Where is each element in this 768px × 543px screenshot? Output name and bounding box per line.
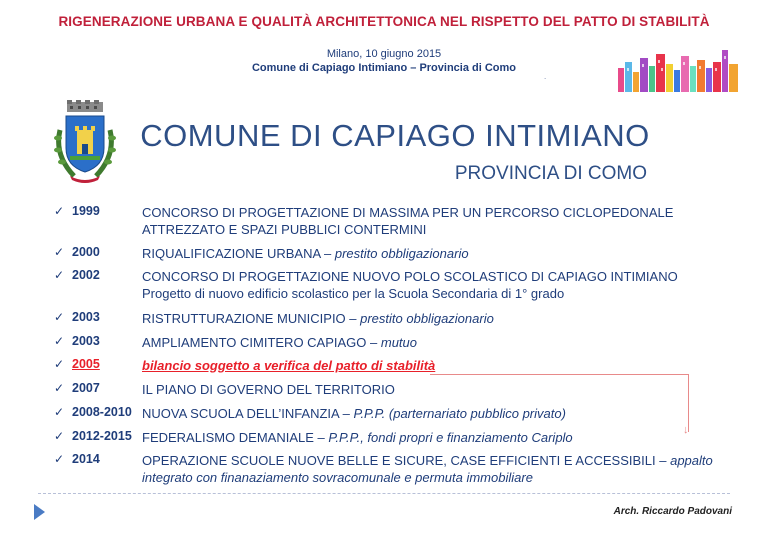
item-description <box>142 268 702 302</box>
checkmark-icon: ✓ <box>54 204 65 218</box>
item-text: NUOVA SCUOLA DELL’INFANZIA – <box>142 406 354 421</box>
item-line: CONCORSO DI PROGETTAZIONE DI MASSIMA PER UN PERCORSO CICLOPEDONALE <box>142 205 674 220</box>
checkmark-icon: ✓ <box>54 357 65 371</box>
province-title: PROVINCIA DI COMO <box>454 163 647 184</box>
item-text: AMPLIAMENTO CIMITERO CAPIAGO – <box>142 335 381 350</box>
date-line: Milano, 10 giugno 2015 <box>326 48 442 60</box>
item-italic: prestito obbligazionario <box>334 246 469 261</box>
item-description <box>142 334 702 351</box>
item-year: 2008-2010 <box>72 405 132 419</box>
item-description <box>142 429 702 446</box>
checkmark-icon: ✓ <box>54 268 65 282</box>
item-year: 2007 <box>72 381 100 395</box>
item-text: RIQUALIFICAZIONE URBANA – <box>142 246 335 261</box>
item-year: 2003 <box>72 310 100 324</box>
item-italic: P.P.P., fondi propri e finanziamento Cariplo <box>328 430 573 445</box>
arrow-down-icon: ↓ <box>683 424 689 436</box>
item-italic: prestito obbligazionario <box>360 311 494 326</box>
item-italic: appalto <box>670 453 713 468</box>
checkmark-icon: ✓ <box>54 452 65 466</box>
author-credit: Arch. Riccardo Padovani <box>613 506 732 517</box>
item-description <box>142 204 702 238</box>
item-description: IL PIANO DI GOVERNO DEL TERRITORIO <box>142 382 395 397</box>
checkmark-icon: ✓ <box>54 334 65 348</box>
item-description <box>142 310 702 327</box>
item-year: 2005 <box>72 357 100 371</box>
item-year: 1999 <box>72 204 100 218</box>
item-year: 2000 <box>72 245 100 259</box>
checkmark-icon: ✓ <box>54 245 65 259</box>
item-line: Progetto di nuovo edificio scolastico per la Scuola Secondaria di 1° grado <box>142 286 565 301</box>
item-italic: P.P.P. (parternariato pubblico privato) <box>353 406 566 421</box>
item-description <box>142 405 702 422</box>
highlight-connector-line <box>430 374 688 375</box>
item-description <box>142 452 742 486</box>
checkmark-icon: ✓ <box>54 405 65 419</box>
item-line: ATTREZZATO E SPAZI PUBBLICI CONTERMINI <box>142 222 427 237</box>
stray-dot: . <box>544 72 547 81</box>
item-line: CONCORSO DI PROGETTAZIONE NUOVO POLO SCOLASTICO DI CAPIAGO INTIMIANO <box>142 269 678 284</box>
item-text: RISTRUTTURAZIONE MUNICIPIO – <box>142 311 361 326</box>
main-title: COMUNE DI CAPIAGO INTIMIANO <box>140 118 650 153</box>
checkmark-icon: ✓ <box>54 381 65 395</box>
item-line: integrato con finanaziamento sovracomunale e permuta immobiliare <box>142 470 533 485</box>
item-year: 2002 <box>72 268 100 282</box>
item-description <box>142 245 702 262</box>
item-year: 2003 <box>72 334 100 348</box>
footer-divider <box>38 493 730 494</box>
checkmark-icon: ✓ <box>54 429 65 443</box>
item-text: OPERAZIONE SCUOLE NUOVE BELLE E SICURE, CASE EFFICIENTI E ACCESSIBILI – <box>142 453 671 468</box>
item-italic: mutuo <box>380 335 417 350</box>
organization-line: Comune di Capiago Intimiano – Provincia di Como <box>251 62 517 74</box>
municipal-crest-icon <box>52 100 118 186</box>
conference-title: RIGENERAZIONE URBANA E QUALITÀ ARCHITETTONICA NEL RISPETTO DEL PATTO DI STABILITÀ <box>58 14 710 29</box>
item-description: bilancio soggetto a verifica del patto di stabilità <box>142 358 436 373</box>
item-text: FEDERALISMO DEMANIALE – <box>142 430 329 445</box>
checkmark-icon: ✓ <box>54 310 65 324</box>
item-year: 2012-2015 <box>72 429 132 443</box>
next-slide-arrow-icon[interactable] <box>34 504 45 520</box>
item-year: 2014 <box>72 452 100 466</box>
city-buildings-icon <box>618 46 740 92</box>
